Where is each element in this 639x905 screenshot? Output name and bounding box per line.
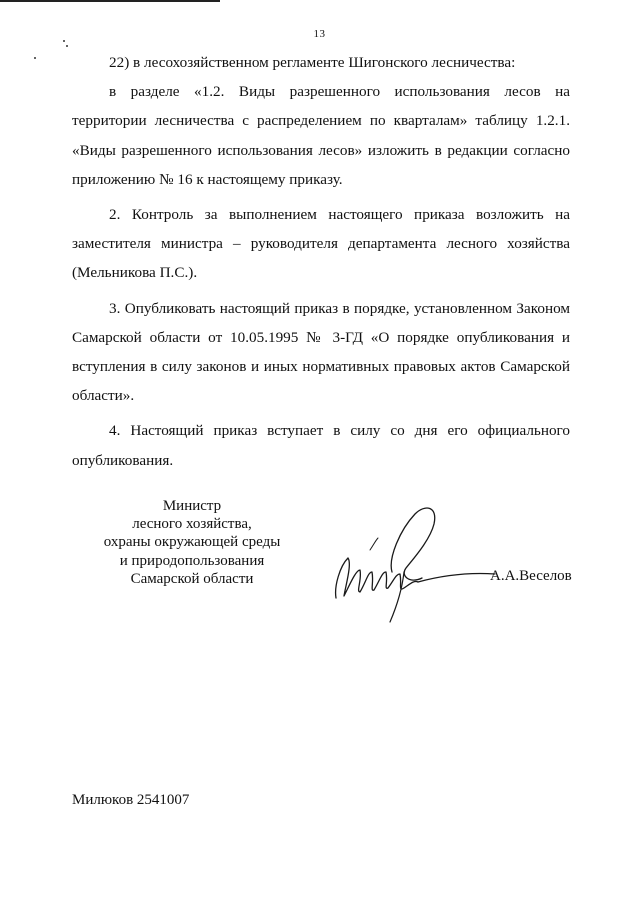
paragraph-control: 2. Контроль за выполнением настоящего приказа возложить на заместителя министра – руководителя департамента лесного хозяйства (Мельникова П.С.). bbox=[72, 206, 570, 282]
page-number: 13 bbox=[313, 28, 326, 40]
document-body bbox=[72, 48, 570, 475]
position-line: Министр bbox=[162, 498, 222, 514]
scan-speck bbox=[66, 45, 68, 47]
position-line: лесного хозяйства, bbox=[132, 516, 252, 533]
position-line: Самарской области bbox=[130, 570, 254, 587]
executor-contact: Милюков 2541007 bbox=[72, 792, 190, 808]
paragraph-item-22: 22) в лесохозяйственном регламенте Шигонского лесничества: bbox=[109, 54, 516, 71]
paragraph-publication: 3. Опубликовать настоящий приказ в порядке, установленном Законом Самарской области от 10.05.1995 № 3-ГД «О порядке опубликования и вступления в силу законов и иных нормативных правовых актов Самарской области». bbox=[72, 299, 570, 405]
scan-speck bbox=[34, 57, 36, 59]
position-line: и природопользования bbox=[119, 552, 265, 569]
paragraph-effective-date: 4. Настоящий приказ вступает в силу со дня его официального опубликования. bbox=[72, 422, 570, 469]
signatory-position bbox=[100, 497, 284, 588]
handwritten-signature bbox=[330, 500, 500, 630]
signer-name: А.А.Веселов bbox=[490, 568, 572, 584]
position-line: охраны окружающей среды bbox=[103, 534, 281, 551]
scan-speck bbox=[63, 40, 65, 42]
paragraph-item-22-detail: в разделе «1.2. Виды разрешенного использования лесов на территории лесничества с распределением по кварталам» таблицу 1.2.1. «Виды разрешенного использования лесов» изложить в редакции согласно приложению № 16 к настоящему приказу. bbox=[72, 83, 570, 188]
scan-edge-rule bbox=[0, 0, 220, 2]
